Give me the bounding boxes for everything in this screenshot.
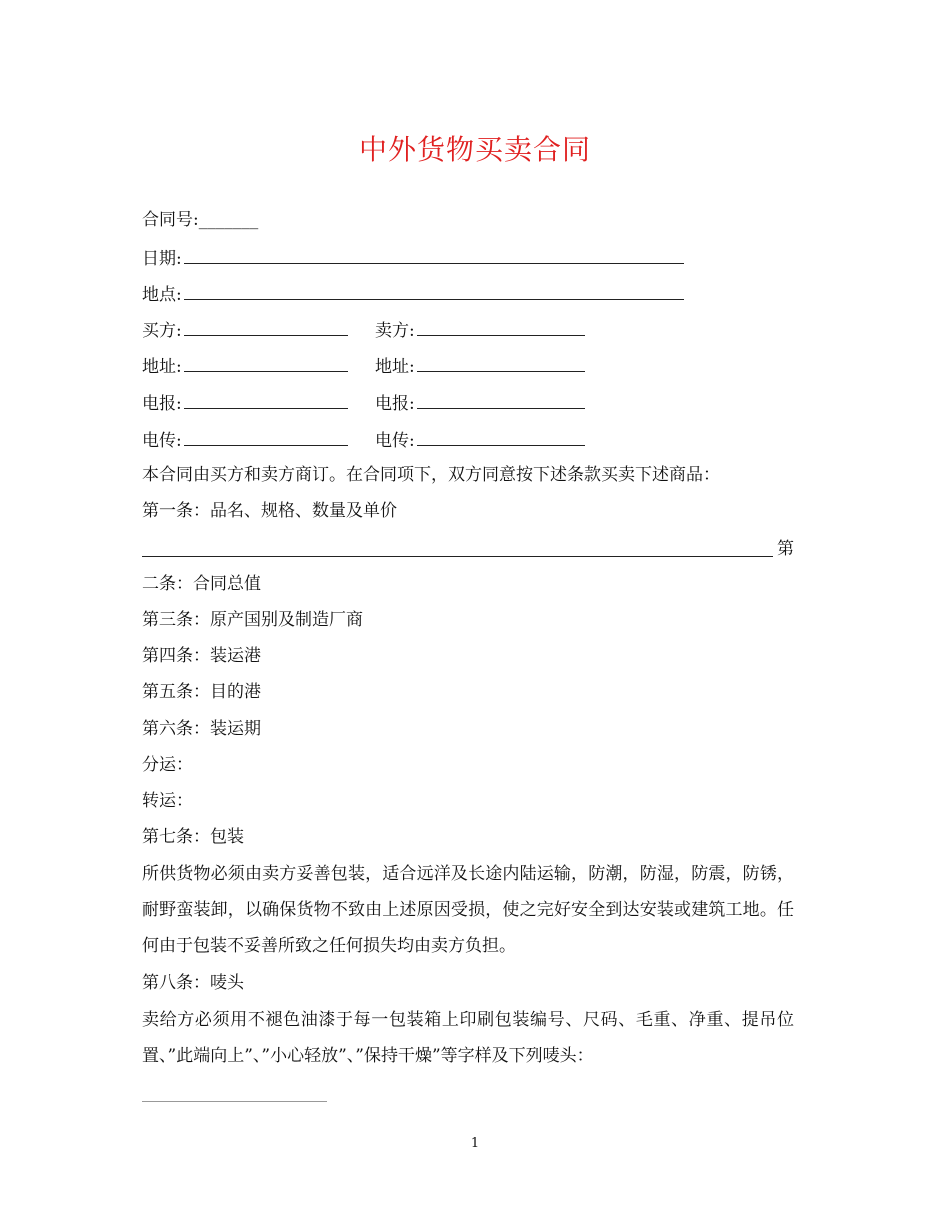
contract-no-row: [142, 208, 258, 232]
article-7-paragraph: 所供货物必须由卖方妥善包装，适合远洋及长途内陆运输，防潮，防湿，防震，防锈，耐野蛮装卸，以确保货物不致由上述原因受损，使之完好安全到达安装或建筑工地。任何由于包装不妥善所致之任何损失均由卖方负担。: [142, 864, 794, 956]
article-3-heading: 第三条：原产国别及制造厂商: [142, 610, 363, 630]
article-1-heading: 第一条：品名、规格、数量及单价: [142, 501, 397, 521]
article-4-heading: 第四条：装运港: [142, 646, 261, 666]
buyer-telegram-blank: [184, 390, 348, 409]
seller-row: [375, 317, 585, 343]
document-title: 中外货物买卖合同: [358, 133, 591, 166]
seller-fax-row: [375, 427, 585, 453]
seller-fax-blank: [417, 427, 585, 446]
seller-telegram-row: [375, 390, 585, 416]
seller-telegram-label: 电报:: [375, 394, 415, 414]
buyer-address-blank: [184, 353, 348, 372]
buyer-telegram-label: 电报:: [142, 394, 182, 414]
article-2-heading: 二条：合同总值: [142, 574, 261, 594]
seller-address-label: 地址:: [375, 357, 415, 377]
date-row: [142, 245, 684, 271]
buyer-telegram-row: [142, 390, 348, 416]
buyer-row: [142, 317, 348, 343]
intro-text: 本合同由买方和卖方商订。在合同项下，双方同意按下述条款买卖下述商品：: [142, 465, 720, 485]
article-7-heading: 第七条：包装: [142, 827, 244, 847]
article-6-heading: 第六条：装运期: [142, 719, 261, 739]
seller-label: 卖方:: [375, 321, 415, 341]
article-8-paragraph: 卖给方必须用不褪色油漆于每一包装箱上印刷包装编号、尺码、毛重、净重、提吊位置、”此端向上”、”小心轻放”、”保持干燥”等字样及下列唛头：: [142, 1010, 794, 1066]
place-label: 地点:: [142, 285, 182, 305]
article-1-blank: [142, 556, 773, 557]
article-1-blank-row: [142, 537, 794, 561]
footnote-separator: [142, 1101, 327, 1102]
buyer-blank: [184, 317, 348, 336]
seller-fax-label: 电传:: [375, 431, 415, 451]
seller-address-row: [375, 353, 585, 379]
article-8-heading: 第八条：唛头: [142, 973, 244, 993]
place-blank: [184, 281, 684, 300]
date-label: 日期:: [142, 249, 182, 269]
buyer-fax-label: 电传:: [142, 431, 182, 451]
buyer-label: 买方:: [142, 321, 182, 341]
seller-telegram-blank: [417, 390, 585, 409]
article-5-heading: 第五条：目的港: [142, 682, 261, 702]
date-blank: [184, 245, 684, 264]
partial-shipment-label: 分运：: [142, 755, 193, 775]
page-number: 1: [470, 1136, 480, 1151]
buyer-address-row: [142, 353, 348, 379]
contract-no-blank: _______: [198, 210, 259, 230]
buyer-fax-blank: [184, 427, 348, 446]
place-row: [142, 281, 684, 307]
contract-no-label: 合同号:: [142, 210, 199, 230]
transshipment-label: 转运：: [142, 791, 193, 811]
seller-address-blank: [417, 353, 585, 372]
article-1-tail: 第: [777, 539, 794, 559]
seller-blank: [417, 317, 585, 336]
buyer-address-label: 地址:: [142, 357, 182, 377]
buyer-fax-row: [142, 427, 348, 453]
